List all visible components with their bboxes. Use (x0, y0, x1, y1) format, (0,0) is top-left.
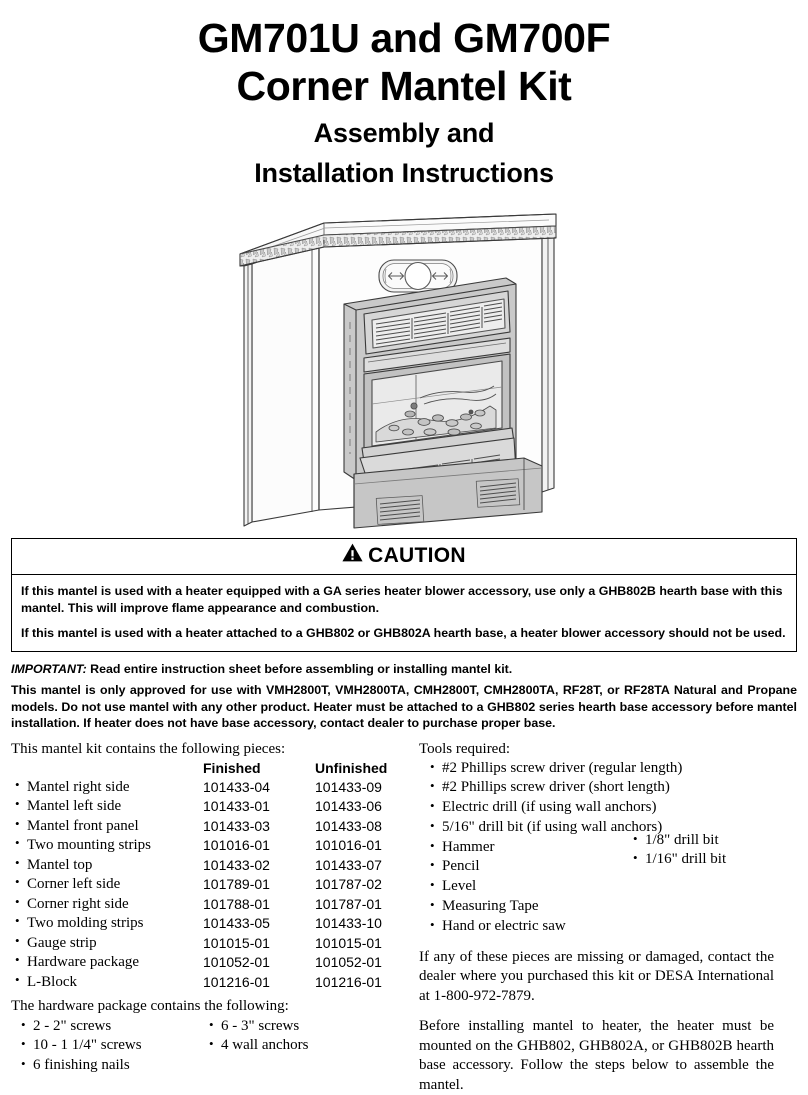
table-row (11, 953, 411, 973)
important-tag-text: Read entire instruction sheet before assembling or installing mantel kit. (86, 661, 513, 676)
part-name: • L-Block (11, 973, 203, 993)
list-item: • #2 Phillips screw driver (short length) (419, 778, 797, 798)
caution-body (12, 575, 796, 651)
part-number-unfinished: 101433-08 (315, 817, 382, 834)
part-name: • Mantel right side (11, 778, 203, 798)
table-row (11, 875, 411, 895)
part-number-finished: 101789-01 (203, 876, 270, 893)
part-name: • Mantel front panel (11, 817, 203, 837)
tools-main-list (419, 759, 797, 937)
list-item: • Measuring Tape (419, 897, 797, 917)
part-number-finished: 101052-01 (203, 954, 270, 971)
part-name: • Corner left side (11, 875, 203, 895)
part-name: • Corner right side (11, 895, 203, 915)
tools-lists (419, 759, 797, 937)
parts-column (11, 740, 411, 1095)
title-line-1: GM701U and GM700F (197, 15, 611, 61)
part-number-finished: 101433-01 (203, 798, 270, 815)
part-number-finished: 101433-05 (203, 915, 270, 932)
tools-intro: Tools required: (419, 740, 511, 757)
list-item: • 6 finishing nails (11, 1056, 199, 1076)
part-name: • Gauge strip (11, 934, 203, 954)
list-item: • Pencil (419, 857, 797, 877)
table-row (11, 797, 411, 817)
part-number-unfinished: 101433-06 (315, 798, 382, 815)
list-item: • Electric drill (if using wall anchors) (419, 798, 797, 818)
table-row (11, 778, 411, 798)
caution-box (11, 538, 797, 652)
part-number-unfinished: 101433-09 (315, 778, 382, 795)
table-row (11, 856, 411, 876)
list-item: • #2 Phillips screw driver (regular length) (419, 759, 797, 779)
part-number-finished: 101433-02 (203, 856, 270, 873)
part-number-finished: 101433-04 (203, 778, 270, 795)
warning-triangle-icon (342, 543, 363, 568)
corner-mantel-drawing (224, 192, 584, 530)
parts-intro: This mantel kit contains the following pieces: (11, 740, 286, 757)
list-item: • 10 - 1 1/4" screws (11, 1036, 199, 1056)
part-number-unfinished: 101433-10 (315, 915, 382, 932)
part-number-unfinished: 101433-07 (315, 856, 382, 873)
hardware-grid (11, 1017, 411, 1076)
part-name: • Mantel left side (11, 797, 203, 817)
list-item: • 1/8" drill bit (625, 831, 726, 851)
subtitle-line-1: Assembly and (313, 117, 495, 148)
part-number-unfinished: 101052-01 (315, 954, 382, 971)
list-item: • 4 wall anchors (199, 1036, 399, 1056)
important-paragraph: This mantel is only approved for use with VMH2800T, VMH2800TA, CMH2800T, CMH2800TA, RF28T, or RF28TA Natural and Propane models. Do not use mantel with any other product. Heater must be attached to a GHB802 series hearth base accessory before mantel installation. If heater does not have base accessory, contact dealer to purchase proper base. (11, 683, 797, 731)
subtitle-line-2: Installation Instructions (254, 157, 554, 188)
missing-parts-note: If any of these pieces are missing or damaged, contact the dealer where you purchased this kit or DESA International at 1-800-972-7879. (419, 948, 774, 1004)
mantel-illustration (0, 192, 808, 530)
hardware-column-1 (11, 1017, 199, 1076)
table-row (11, 817, 411, 837)
title-line-2: Corner Mantel Kit (236, 63, 572, 110)
part-number-finished: 101216-01 (203, 973, 270, 990)
table-row (11, 895, 411, 915)
list-item: • 2 - 2" screws (11, 1017, 199, 1037)
caution-heading-text: CAUTION (368, 543, 466, 567)
hardware-column-2 (199, 1017, 399, 1076)
before-install-note: Before installing mantel to heater, the heater must be mounted on the GHB802, GHB802A, or GHB802B hearth base accessory. Follow the steps below to assemble the mantel. (419, 1018, 774, 1093)
table-row (11, 973, 411, 993)
tools-column (411, 740, 797, 1095)
parts-header-unfinished: Unfinished (315, 759, 388, 776)
part-number-unfinished: 101787-01 (315, 895, 382, 912)
important-line (11, 661, 797, 678)
part-name: • Hardware package (11, 953, 203, 973)
parts-table (11, 759, 411, 993)
part-number-finished: 101788-01 (203, 895, 270, 912)
part-number-finished: 101016-01 (203, 837, 270, 854)
table-row (11, 934, 411, 954)
caution-paragraph-2: If this mantel is used with a heater attached to a GHB802 or GHB802A hearth base, a heater blower accessory should not be used. (21, 626, 786, 641)
table-row (11, 836, 411, 856)
hardware-intro: The hardware package contains the following: (11, 998, 289, 1015)
part-number-finished: 101433-03 (203, 817, 270, 834)
part-name: • Two mounting strips (11, 836, 203, 856)
parts-table-header-row (11, 759, 411, 778)
tools-side-list (625, 831, 726, 871)
table-row (11, 914, 411, 934)
part-number-unfinished: 101016-01 (315, 837, 382, 854)
part-number-unfinished: 101787-02 (315, 876, 382, 893)
part-name: • Two molding strips (11, 914, 203, 934)
list-item: • Hammer (419, 838, 797, 858)
page-title (0, 0, 808, 190)
part-name: • Mantel top (11, 856, 203, 876)
parts-header-finished: Finished (203, 759, 261, 776)
parts-header-blank (11, 759, 203, 778)
list-item: • Level (419, 877, 797, 897)
list-item: • 6 - 3" screws (199, 1017, 399, 1037)
caution-paragraph-1: If this mantel is used with a heater equipped with a GA series heater blower accessory, use only a GHB802B hearth base with this mantel. This will improve flame appearance and combustion. (21, 584, 783, 615)
content-columns (11, 740, 797, 1095)
caution-header (12, 539, 796, 575)
list-item: • Hand or electric saw (419, 917, 797, 937)
important-block (11, 661, 797, 732)
part-number-finished: 101015-01 (203, 934, 270, 951)
list-item: • 5/16" drill bit (if using wall anchors) (419, 818, 797, 838)
list-item: • 1/16" drill bit (625, 850, 726, 870)
part-number-unfinished: 101216-01 (315, 973, 382, 990)
important-tag: IMPORTANT: (11, 661, 87, 676)
part-number-unfinished: 101015-01 (315, 934, 382, 951)
